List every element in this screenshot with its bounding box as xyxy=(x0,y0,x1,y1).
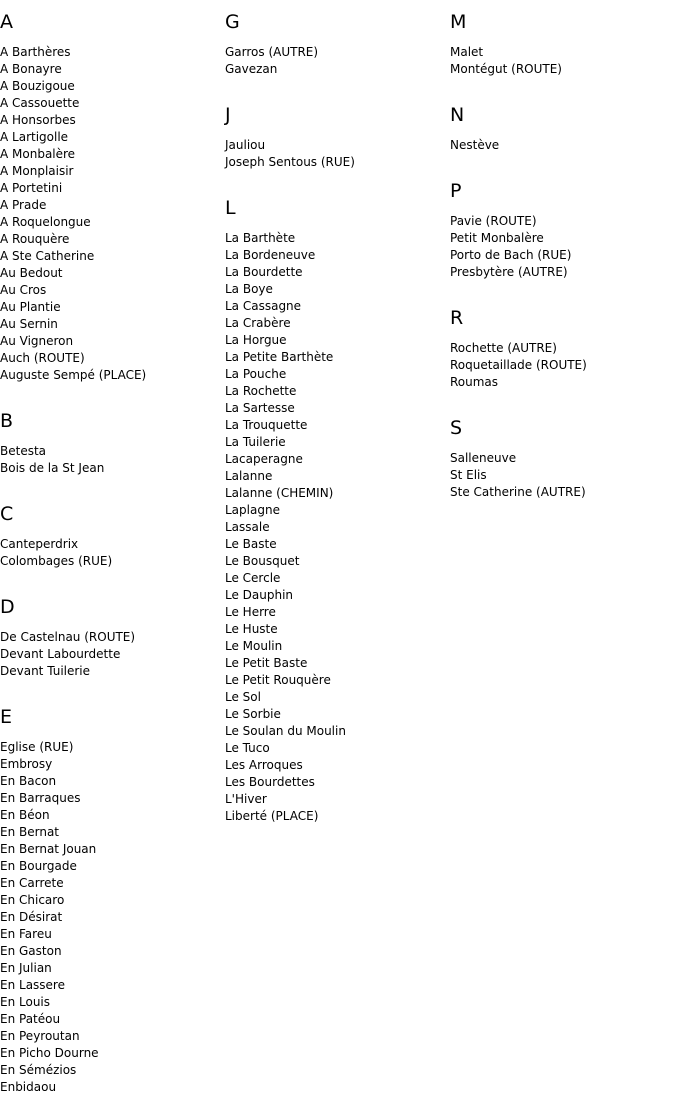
column-2 xyxy=(225,10,445,825)
column-1 xyxy=(0,10,220,1096)
street-list-item: Porto de Bach (RUE) xyxy=(450,248,572,262)
street-list-item: La Cassagne xyxy=(225,299,302,313)
section-letter-heading: G xyxy=(225,11,240,33)
street-list-item: La Sartesse xyxy=(225,401,295,415)
street-list-item: Ste Catherine (AUTRE) xyxy=(450,485,586,499)
street-list-item: Roumas xyxy=(450,375,499,389)
street-list-item: De Castelnau (ROUTE) xyxy=(0,630,136,644)
section-spacer xyxy=(0,680,220,705)
street-list-item: A Monplaisir xyxy=(0,164,74,178)
section-letter-heading: L xyxy=(225,197,236,219)
street-list-item: Le Huste xyxy=(225,622,278,636)
section-letter-heading: R xyxy=(450,307,464,329)
street-list-item: La Tuilerie xyxy=(225,435,286,449)
street-list-item: Rochette (AUTRE) xyxy=(450,341,557,355)
street-list-item: Joseph Sentous (RUE) xyxy=(225,155,355,169)
index-section-l xyxy=(225,196,445,825)
street-list-item: En Sémézios xyxy=(0,1063,77,1077)
section-spacer xyxy=(450,391,670,416)
index-section-s xyxy=(450,416,670,501)
section-spacer xyxy=(0,477,220,502)
street-list-item: A Rouquère xyxy=(0,232,70,246)
street-list-item: Gavezan xyxy=(225,62,278,76)
section-spacer xyxy=(0,384,220,409)
street-list-item: A Honsorbes xyxy=(0,113,76,127)
index-section-c xyxy=(0,502,220,570)
street-list-item: A Monbalère xyxy=(0,147,76,161)
street-list-item: En Désirat xyxy=(0,910,63,924)
section-spacer xyxy=(450,78,670,103)
street-list-item: En Louis xyxy=(0,995,51,1009)
street-list xyxy=(0,629,220,680)
street-list-item: En Julian xyxy=(0,961,52,975)
street-list-item: A Ste Catherine xyxy=(0,249,95,263)
column-3 xyxy=(450,10,670,501)
street-list-item: Le Dauphin xyxy=(225,588,294,602)
street-list-item: Le Baste xyxy=(225,537,277,551)
section-letter-heading: S xyxy=(450,417,463,439)
street-list-item: Betesta xyxy=(0,444,47,458)
index-section-r xyxy=(450,306,670,391)
street-list-item: Au Bedout xyxy=(0,266,63,280)
street-list-item: St Elis xyxy=(450,468,487,482)
street-list-item: La Rochette xyxy=(225,384,297,398)
index-section-b xyxy=(0,409,220,477)
street-list-item: Le Moulin xyxy=(225,639,283,653)
street-list xyxy=(450,137,670,154)
street-list-item: En Fareu xyxy=(0,927,52,941)
street-list-item: A Bouzigoue xyxy=(0,79,75,93)
street-list-item: Bois de la St Jean xyxy=(0,461,105,475)
street-list xyxy=(0,44,220,384)
street-list-item: Montégut (ROUTE) xyxy=(450,62,562,76)
section-letter-heading: C xyxy=(0,503,14,525)
street-list-item: En Patéou xyxy=(0,1012,61,1026)
street-list-item: Nestève xyxy=(450,138,500,152)
street-list-item: La Horgue xyxy=(225,333,287,347)
street-list-item: Les Bourdettes xyxy=(225,775,315,789)
street-list-item: A Roquelongue xyxy=(0,215,91,229)
section-spacer xyxy=(450,281,670,306)
street-list-item: Le Sol xyxy=(225,690,261,704)
street-list-item: Le Soulan du Moulin xyxy=(225,724,346,738)
street-list-item: Au Vigneron xyxy=(0,334,74,348)
section-letter-heading: J xyxy=(225,104,231,126)
street-list xyxy=(0,536,220,570)
street-list-item: Le Petit Baste xyxy=(225,656,308,670)
section-letter-heading: D xyxy=(0,596,15,618)
street-list-item: La Petite Barthète xyxy=(225,350,334,364)
street-list-item: En Carrete xyxy=(0,876,64,890)
street-list xyxy=(450,44,670,78)
street-list-item: Salleneuve xyxy=(450,451,517,465)
street-list-item: A Prade xyxy=(0,198,47,212)
street-list-item: En Chicaro xyxy=(0,893,65,907)
street-list-item: Eglise (RUE) xyxy=(0,740,74,754)
street-list-item: Roquetaillade (ROUTE) xyxy=(450,358,587,372)
section-letter-heading: E xyxy=(0,706,13,728)
street-list-item: En Bernat xyxy=(0,825,60,839)
street-list-item: Colombages (RUE) xyxy=(0,554,113,568)
index-section-e xyxy=(0,705,220,1096)
street-list-item: En Picho Dourne xyxy=(0,1046,99,1060)
street-list xyxy=(0,443,220,477)
index-section-m xyxy=(450,10,670,78)
street-list-item: Au Plantie xyxy=(0,300,61,314)
section-letter-heading: N xyxy=(450,104,465,126)
street-list-item: Lacaperagne xyxy=(225,452,303,466)
street-list xyxy=(225,44,445,78)
street-list-item: Le Petit Rouquère xyxy=(225,673,331,687)
street-list-item: La Barthète xyxy=(225,231,296,245)
index-section-p xyxy=(450,179,670,281)
street-list-item: Lalanne (CHEMIN) xyxy=(225,486,334,500)
street-list-item: A Barthères xyxy=(0,45,71,59)
street-list-item: Lassale xyxy=(225,520,270,534)
street-list-item: En Gaston xyxy=(0,944,62,958)
street-list-item: Auch (ROUTE) xyxy=(0,351,85,365)
street-list-item: Enbidaou xyxy=(0,1080,57,1094)
street-list-item: Garros (AUTRE) xyxy=(225,45,319,59)
street-list-item: Malet xyxy=(450,45,484,59)
section-spacer xyxy=(225,78,445,103)
index-section-a xyxy=(0,10,220,384)
street-list-item: Petit Monbalère xyxy=(450,231,544,245)
street-list xyxy=(450,340,670,391)
index-section-n xyxy=(450,103,670,154)
section-spacer xyxy=(225,171,445,196)
street-list-item: Liberté (PLACE) xyxy=(225,809,319,823)
street-list-item: La Bourdette xyxy=(225,265,303,279)
street-list xyxy=(450,450,670,501)
street-list-item: En Bourgade xyxy=(0,859,77,873)
street-list-item: Auguste Sempé (PLACE) xyxy=(0,368,147,382)
section-letter-heading: M xyxy=(450,11,467,33)
street-list-item: Le Tuco xyxy=(225,741,270,755)
street-list-item: Laplagne xyxy=(225,503,280,517)
index-section-g xyxy=(225,10,445,78)
street-list-item: Canteperdrix xyxy=(0,537,79,551)
section-spacer xyxy=(0,570,220,595)
street-list xyxy=(225,137,445,171)
street-list-item: Devant Tuilerie xyxy=(0,664,91,678)
street-list xyxy=(0,739,220,1096)
street-list-item: Au Cros xyxy=(0,283,47,297)
section-letter-heading: A xyxy=(0,11,13,33)
street-list-item: Jauliou xyxy=(225,138,266,152)
street-list-item: En Bacon xyxy=(0,774,57,788)
street-list-item: Au Sernin xyxy=(0,317,58,331)
street-list-item: En Lassere xyxy=(0,978,65,992)
street-list-item: L'Hiver xyxy=(225,792,267,806)
street-list-item: En Béon xyxy=(0,808,50,822)
street-list-item: Embrosy xyxy=(0,757,53,771)
street-list-item: A Lartigolle xyxy=(0,130,69,144)
street-list-item: Les Arroques xyxy=(225,758,303,772)
street-list-item: La Pouche xyxy=(225,367,287,381)
street-list-item: Pavie (ROUTE) xyxy=(450,214,537,228)
street-list-item: A Cassouette xyxy=(0,96,80,110)
street-list-item: Presbytère (AUTRE) xyxy=(450,265,568,279)
street-list-item: Devant Labourdette xyxy=(0,647,121,661)
street-list-item: En Barraques xyxy=(0,791,81,805)
street-list-item: La Crabère xyxy=(225,316,291,330)
street-list-item: La Bordeneuve xyxy=(225,248,316,262)
section-letter-heading: B xyxy=(0,410,14,432)
street-list-item: Le Herre xyxy=(225,605,276,619)
index-section-d xyxy=(0,595,220,680)
street-list-item: Le Bousquet xyxy=(225,554,300,568)
street-list-item: La Boye xyxy=(225,282,273,296)
section-letter-heading: P xyxy=(450,180,462,202)
street-list-item: A Portetini xyxy=(0,181,63,195)
street-list-item: Le Cercle xyxy=(225,571,281,585)
street-list xyxy=(225,230,445,825)
street-list-item: La Trouquette xyxy=(225,418,308,432)
street-list xyxy=(450,213,670,281)
street-list-item: En Peyroutan xyxy=(0,1029,80,1043)
street-list-item: A Bonayre xyxy=(0,62,62,76)
street-list-item: En Bernat Jouan xyxy=(0,842,97,856)
index-section-j xyxy=(225,103,445,171)
section-spacer xyxy=(450,154,670,179)
street-list-item: Lalanne xyxy=(225,469,273,483)
street-list-item: Le Sorbie xyxy=(225,707,281,721)
